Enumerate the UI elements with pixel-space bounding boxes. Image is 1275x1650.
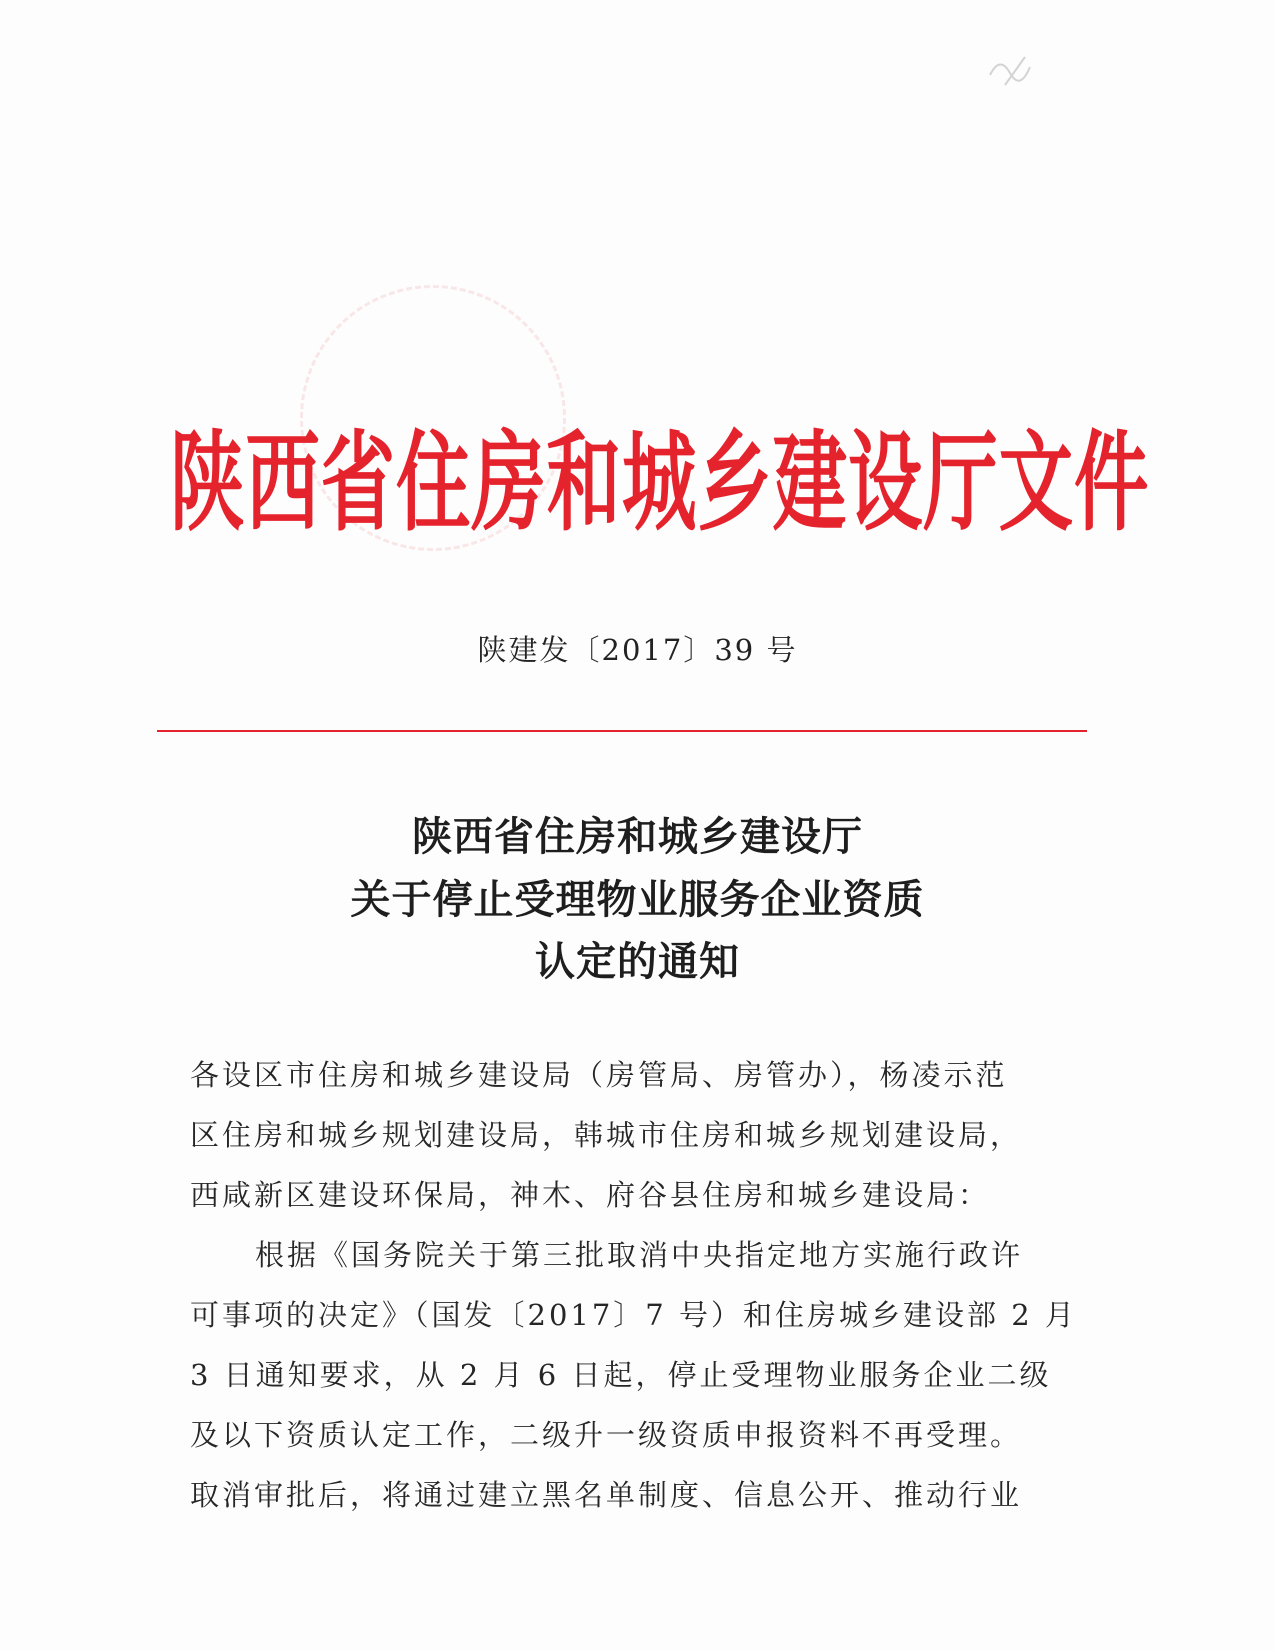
body-line-2: 可事项的决定》（国发〔2017〕7 号）和住房城乡建设部 2 月: [190, 1298, 1077, 1332]
addressee-line-3: 西咸新区建设环保局，神木、府谷县住房和城乡建设局：: [190, 1178, 991, 1212]
title-line-2: 关于停止受理物业服务企业资质: [350, 877, 925, 923]
title-line-3: 认定的通知: [535, 939, 740, 985]
body-line-5: 取消审批后，将通过建立黑名单制度、信息公开、推动行业: [190, 1478, 1023, 1512]
body-line-1: 根据《国务院关于第三批取消中央指定地方实施行政许: [255, 1238, 1024, 1272]
title-line-1: 陕西省住房和城乡建设厅: [412, 814, 863, 860]
body-line-4: 及以下资质认定工作，二级升一级资质申报资料不再受理。: [190, 1418, 1023, 1452]
body-line-3: 3 日通知要求，从 2 月 6 日起，停止受理物业服务企业二级: [190, 1358, 1052, 1392]
document-masthead: 陕西省住房和城乡建设厅文件: [170, 420, 1150, 546]
addressee-line-2: 区住房和城乡规划建设局，韩城市住房和城乡规划建设局，: [190, 1118, 1023, 1152]
addressee-line-1: 各设区市住房和城乡建设局（房管局、房管办），杨凌示范: [190, 1058, 1008, 1092]
document-number: 陕建发〔2017〕39 号: [477, 633, 798, 667]
red-divider: [157, 730, 1087, 732]
scan-mark: [985, 45, 1045, 95]
